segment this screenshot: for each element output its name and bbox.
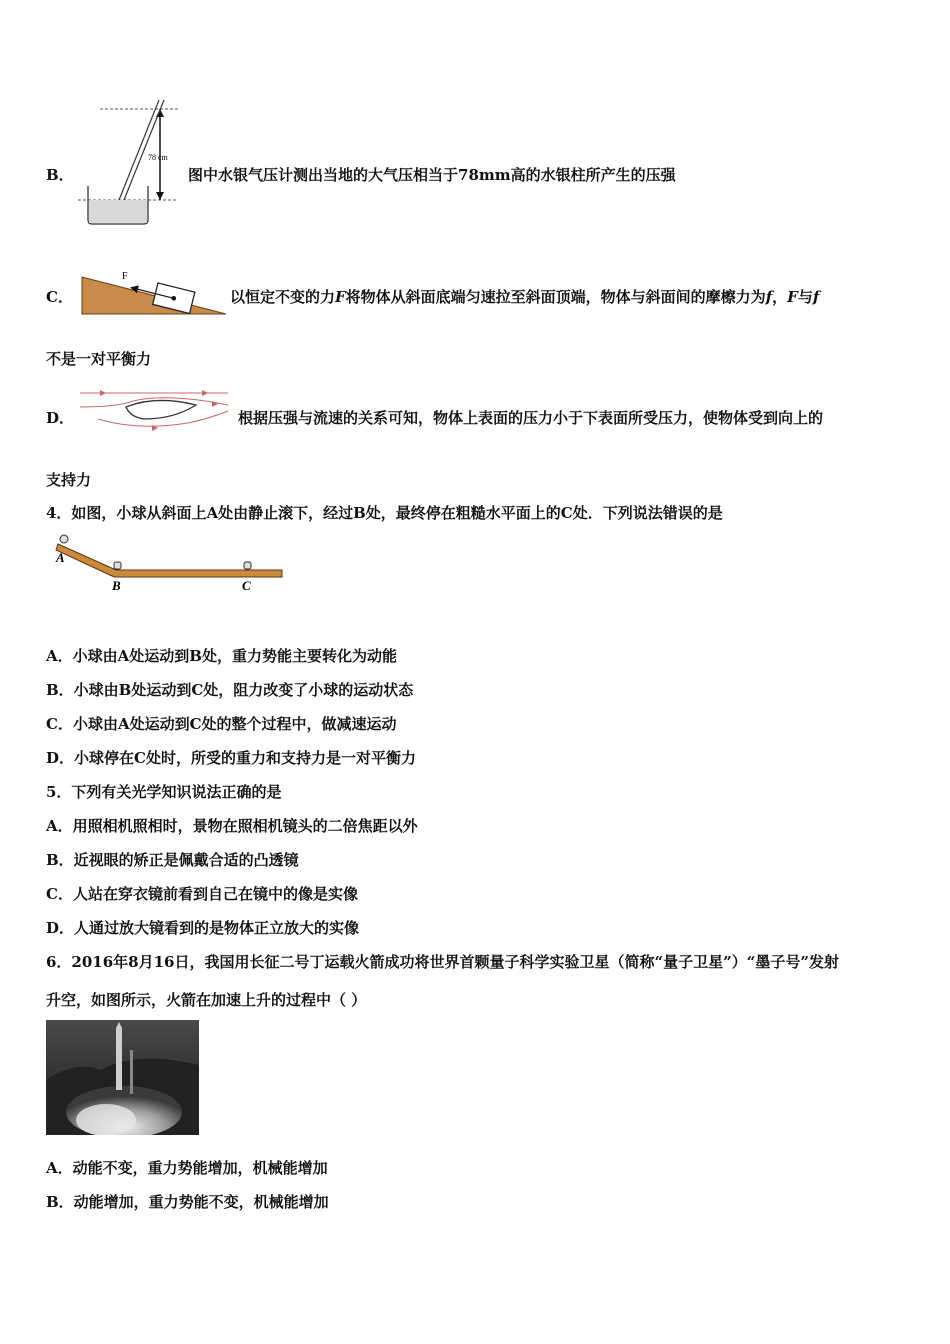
incline-figure (80, 265, 228, 317)
q6-option-b: B．动能增加，重力势能不变，机械能增加 (46, 1193, 329, 1211)
q5-option-b: B．近视眼的矫正是佩戴合适的凸透镜 (46, 851, 299, 869)
ramp-label-B: B (112, 578, 121, 593)
q5-stem: 5．下列有关光学知识说法正确的是 (46, 783, 282, 801)
ramp-label-A: A (56, 550, 65, 565)
q3-option-c-continuation: 不是一对平衡力 (46, 350, 152, 368)
q5-option-a: A．用照相机照相时，景物在照相机镜头的二倍焦距以外 (46, 817, 418, 835)
rocket-launch-photo (46, 1020, 199, 1135)
q5-option-d: D．人通过放大镜看到的是物体正立放大的实像 (46, 919, 360, 937)
force-F-label: F (122, 271, 128, 282)
q4-option-a: A．小球由A处运动到B处，重力势能主要转化为动能 (46, 647, 397, 665)
q4-option-b: B．小球由B处运动到C处，阻力改变了小球的运动状态 (46, 681, 414, 699)
q4-option-c: C．小球由A处运动到C处的整个过程中，做减速运动 (46, 715, 397, 733)
barometer-figure (78, 100, 183, 228)
q3-option-c-text: 以恒定不变的力F将物体从斜面底端匀速拉至斜面顶端，物体与斜面间的摩檫力为f，F与f (230, 288, 820, 306)
q5-option-c: C．人站在穿衣镜前看到自己在镜中的像是实像 (46, 885, 358, 903)
q3-option-b-label: B． (46, 166, 74, 184)
q3-option-d-label: D． (46, 409, 75, 427)
q3-option-d-text: 根据压强与流速的关系可知，物体上表面的压力小于下表面所受压力，使物体受到向上的 (238, 409, 824, 427)
q3-option-c-label: C． (46, 288, 73, 306)
q6-stem-line2: 升空，如图所示，火箭在加速上升的过程中（ ） (46, 991, 367, 1009)
ramp-figure (54, 530, 286, 594)
airflow-figure (78, 385, 236, 433)
q6-stem-line1: 6．2016年8月16日，我国用长征二号丁运载火箭成功将世界首颗量子科学实验卫星（简称“量子卫星”）“墨子号”发射 (46, 953, 840, 971)
q4-stem: 4．如图，小球从斜面上A处由静止滚下，经过B处，最终停在粗糙水平面上的C处．下列说法错误的是 (46, 504, 723, 522)
barometer-height-label: 78 cm (148, 153, 168, 162)
q3-option-b-text: 图中水银气压计测出当地的大气压相当于78mm高的水银柱所产生的压强 (188, 166, 676, 184)
q3-option-d-continuation: 支持力 (46, 471, 92, 489)
q6-option-a: A．动能不变，重力势能增加，机械能增加 (46, 1159, 328, 1177)
ramp-label-C: C (242, 578, 251, 593)
q4-option-d: D．小球停在C处时，所受的重力和支持力是一对平衡力 (46, 749, 416, 767)
